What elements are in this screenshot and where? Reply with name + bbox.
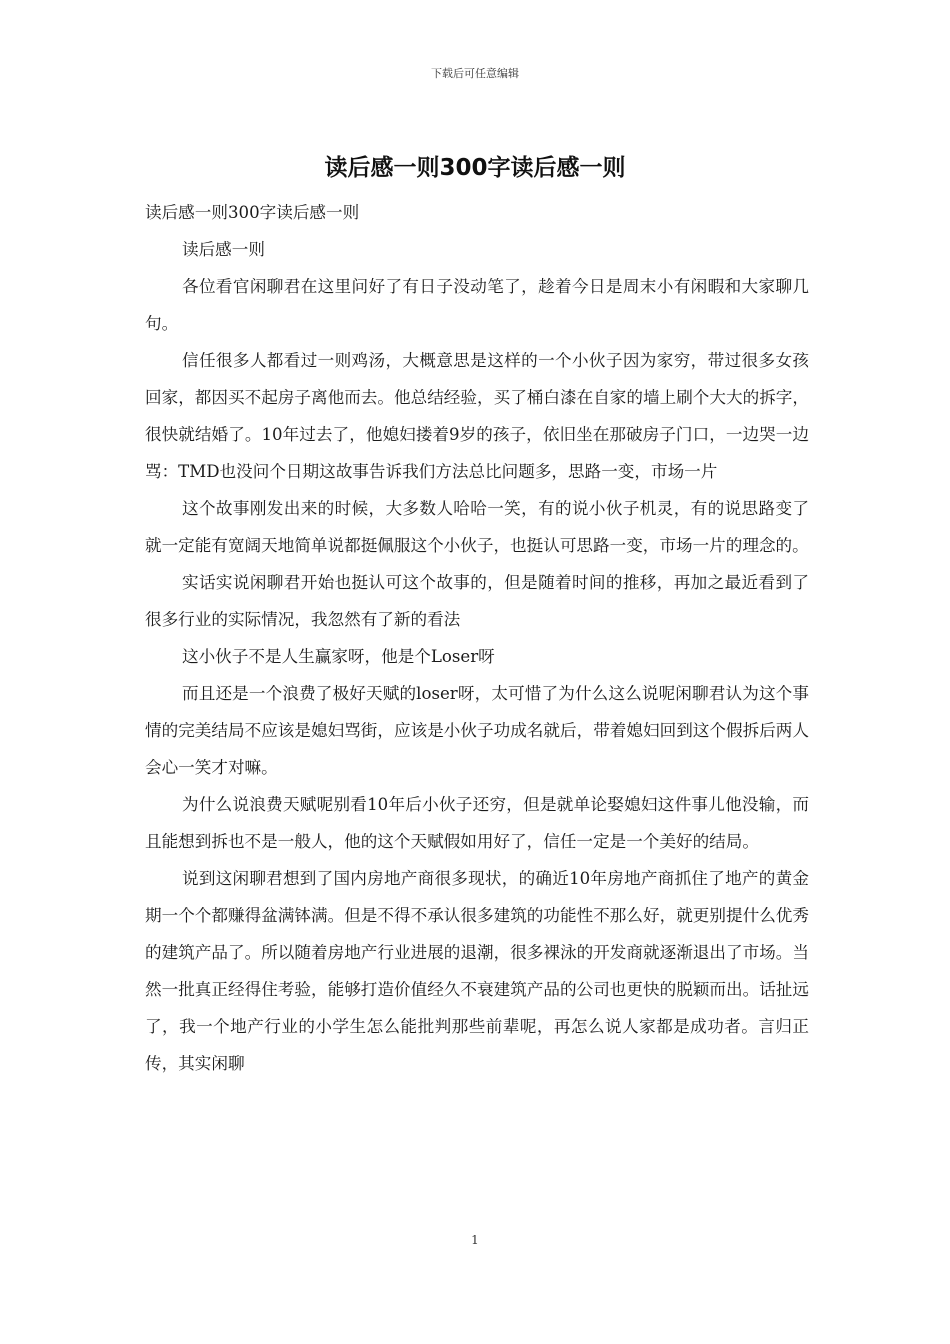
paragraph-heading: 读后感一则 (182, 240, 265, 259)
paragraph: 说到这闲聊君想到了国内房地产商很多现状，的确近10年房地产商抓住了地产的黄金期一个个都赚得盆满钵满。但是不得不承认很多建筑的功能性不那么好，就更别提什么优秀的建筑产品了。所以随着房地产行业进展的退潮，很多裸泳的开发商就逐渐退出了市场。当然一批真正经得住考验，能够打造价值经久不衰建筑产品的公司也更快的脱颖而出。话扯远了，我一个地产行业的小学生怎么能批判那些前辈呢，再怎么说人家都是成功者。言归正传，其实闲聊 (145, 869, 809, 1073)
document-title: 读后感一则300字读后感一则 (324, 155, 626, 181)
document-body (145, 194, 809, 1082)
paragraph: 这小伙子不是人生赢家呀，他是个Loser呀 (182, 647, 495, 666)
paragraph: 为什么说浪费天赋呢别看10年后小伙子还穷，但是就单论娶媳妇这件事儿他没输，而且能想到拆也不是一般人，他的这个天赋假如用好了，信任一定是一个美好的结局。 (145, 795, 809, 851)
page-header-note: 下载后可任意编辑 (431, 67, 519, 80)
paragraph: 各位看官闲聊君在这里问好了有日子没动笔了，趁着今日是周末小有闲暇和大家聊几句。 (145, 277, 809, 333)
page-number: 1 (471, 1233, 479, 1247)
paragraph: 而且还是一个浪费了极好天赋的loser呀，太可惜了为什么这么说呢闲聊君认为这个事情的完美结局不应该是媳妇骂街，应该是小伙子功成名就后，带着媳妇回到这个假拆后两人会心一笑才对嘛。 (145, 684, 809, 777)
paragraph-subtitle: 读后感一则300字读后感一则 (145, 203, 360, 222)
paragraph: 信任很多人都看过一则鸡汤，大概意思是这样的一个小伙子因为家穷，带过很多女孩回家，都因买不起房子离他而去。他总结经验，买了桶白漆在自家的墙上刷个大大的拆字，很快就结婚了。10年过去了，他媳妇搂着9岁的孩子，依旧坐在那破房子门口，一边哭一边骂：TMD也没问个日期这故事告诉我们方法总比问题多，思路一变，市场一片 (145, 351, 809, 481)
paragraph: 实话实说闲聊君开始也挺认可这个故事的，但是随着时间的推移，再加之最近看到了很多行业的实际情况，我忽然有了新的看法 (145, 573, 809, 629)
paragraph: 这个故事刚发出来的时候，大多数人哈哈一笑，有的说小伙子机灵，有的说思路变了就一定能有宽阔天地简单说都挺佩服这个小伙子，也挺认可思路一变，市场一片的理念的。 (145, 499, 809, 555)
